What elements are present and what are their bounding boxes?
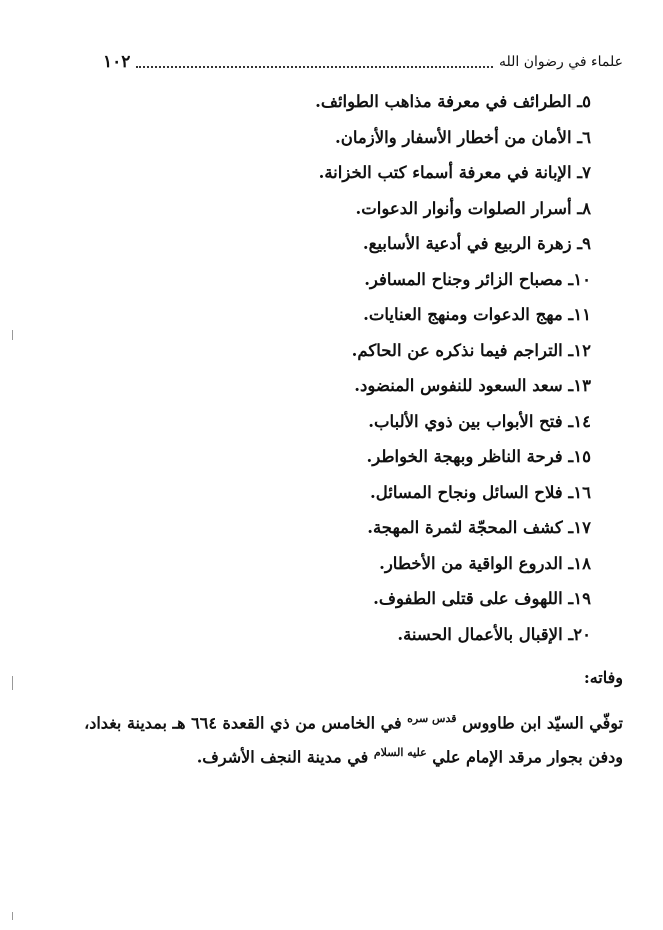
honorific-symbol: عليه السلام bbox=[373, 746, 427, 760]
list-item: ١٦ـ فلاح السائل ونجاح المسائل. bbox=[370, 482, 591, 502]
list-item: ١٣ـ سعد السعود للنفوس المنضود. bbox=[354, 376, 591, 395]
book-title: علماء في رضوان الله bbox=[499, 54, 623, 70]
scan-edge-mark bbox=[12, 676, 13, 690]
list-item: ١٠ـ مصباح الزائر وجناح المسافر. bbox=[364, 269, 591, 289]
list-item: ١٥ـ فرحة الناظر وبهجة الخواطر. bbox=[366, 447, 591, 466]
list-item: ١٤ـ فتح الأبواب بين ذوي الألباب. bbox=[368, 411, 591, 431]
text-run: توفّي السيّد ابن طاووس bbox=[462, 713, 623, 733]
running-header bbox=[103, 52, 623, 72]
list-item: ١٨ـ الدروع الواقية من الأخطار. bbox=[379, 553, 591, 573]
text-run: في مدينة النجف الأشرف. bbox=[196, 747, 369, 767]
list-item: ١٢ـ التراجم فيما نذكره عن الحاكم. bbox=[351, 340, 591, 360]
death-paragraph bbox=[23, 704, 623, 773]
dotted-leader bbox=[136, 56, 493, 68]
list-item: ٩ـ زهرة الربيع في أدعية الأسابيع. bbox=[362, 234, 591, 253]
list-item: ٢٠ـ الإقبال بالأعمال الحسنة. bbox=[397, 624, 591, 644]
list-item: ٥ـ الطرائف في معرفة مذاهب الطوائف. bbox=[315, 92, 591, 111]
honorific-symbol: قدس سره bbox=[407, 712, 457, 725]
section-heading: وفاته: bbox=[583, 668, 623, 687]
works-list bbox=[111, 84, 591, 652]
list-item: ١٧ـ كشف المحجّة لثمرة المهجة. bbox=[367, 518, 591, 537]
list-item: ٨ـ أسرار الصلوات وأنوار الدعوات. bbox=[355, 198, 591, 218]
page-number: ١٠٢ bbox=[103, 52, 131, 72]
list-item: ٧ـ الإبانة في معرفة أسماء كتب الخزانة. bbox=[318, 163, 591, 182]
list-item: ١٩ـ اللهوف على قتلى الطفوف. bbox=[373, 589, 591, 608]
list-item: ١١ـ مهج الدعوات ومنهج العنايات. bbox=[363, 305, 591, 324]
text-run: ودفن بجوار مرقد الإمام علي bbox=[432, 747, 623, 767]
list-item: ٦ـ الأمان من أخطار الأسفار والأزمان. bbox=[335, 127, 591, 147]
text-run: في الخامس من ذي القعدة ٦٦٤ هـ بمدينة بغداد، bbox=[84, 713, 402, 733]
scan-edge-mark bbox=[12, 912, 13, 920]
scan-edge-mark bbox=[12, 330, 13, 340]
paragraph-line bbox=[23, 738, 623, 772]
paragraph-line bbox=[23, 704, 623, 738]
